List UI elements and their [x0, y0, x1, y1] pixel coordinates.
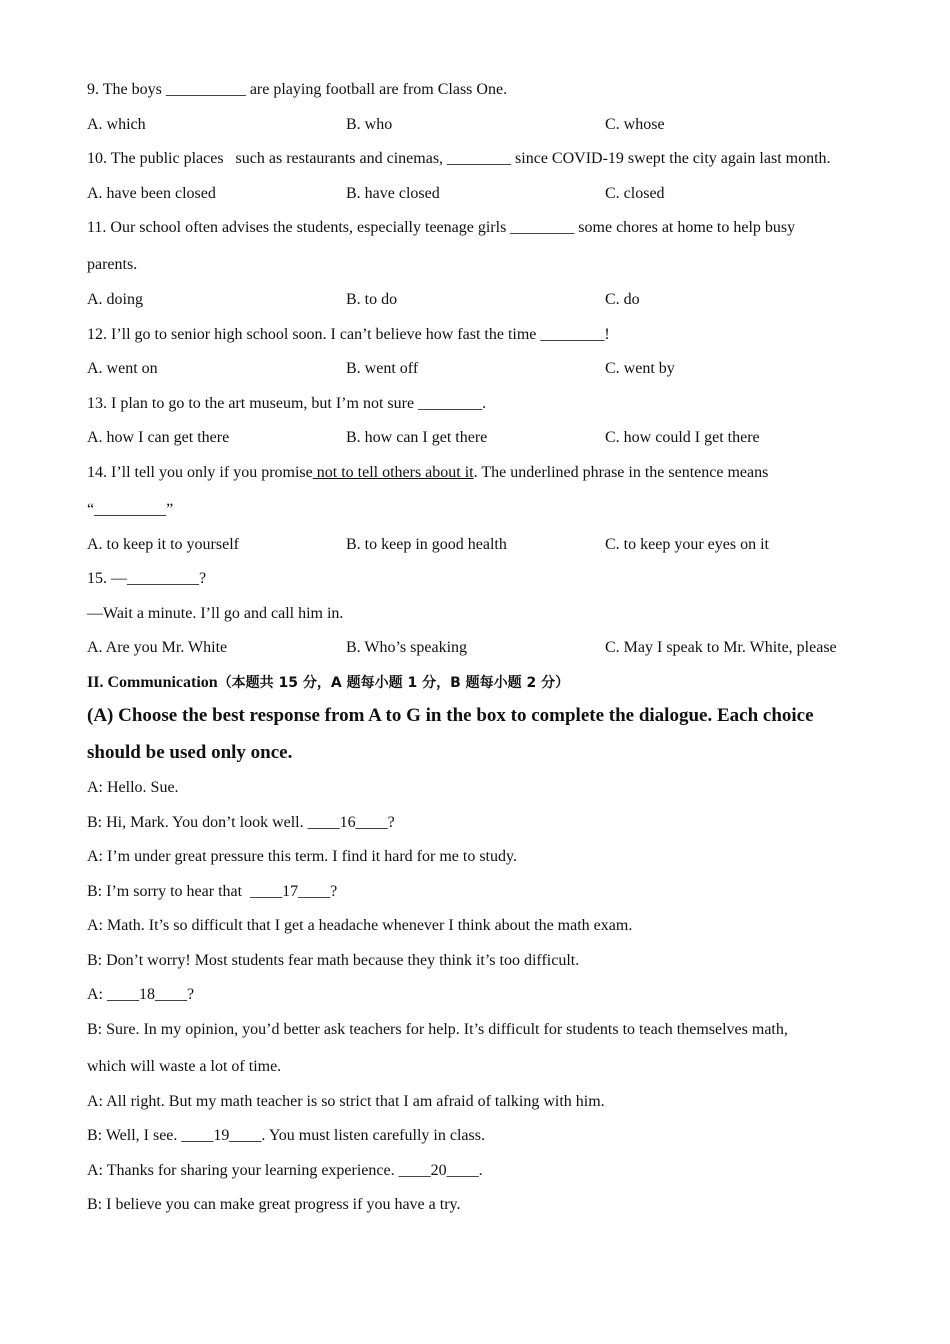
- dialogue-line: A: I’m under great pressure this term. I find it hard for me to study.: [87, 848, 517, 866]
- question-11: 11. Our school often advises the students, especially teenage girls ________ some chores at home to help busy parents.: [87, 219, 796, 274]
- option-a: A. to keep it to yourself: [87, 535, 239, 553]
- answer-blank-19: ____19____: [181, 1127, 262, 1145]
- option-b: B. have closed: [346, 184, 440, 202]
- dialogue-line: B: Don’t worry! Most students fear math because they think it’s too difficult.: [87, 951, 580, 969]
- question-13: 13. I plan to go to the art museum, but I’m not sure ________.: [87, 394, 487, 412]
- option-c: C. went by: [605, 360, 675, 378]
- dialogue-line: B: Well, I see. ____19____. You must listen carefully in class.: [87, 1127, 485, 1145]
- option-b: B. Who’s speaking: [346, 639, 468, 657]
- dialogue-line: A: Hello. Sue.: [87, 778, 179, 796]
- section-instructions-line2: should be used only once.: [87, 741, 293, 763]
- answer-blank-16: ____16____: [307, 813, 388, 831]
- dialogue-line: B: Hi, Mark. You don’t look well. ____16____?: [87, 813, 395, 831]
- options-10: [87, 182, 877, 206]
- option-a: A. how I can get there: [87, 429, 230, 447]
- option-b: B. to keep in good health: [346, 535, 507, 553]
- option-b: B. to do: [346, 290, 398, 308]
- option-b: B. how can I get there: [346, 429, 488, 447]
- dialogue-line: B: Sure. In my opinion, you’d better ask teachers for help. It’s difficult for students to teach themselves math,: [87, 1021, 788, 1039]
- question-10: 10. The public places such as restaurants and cinemas, ________ since COVID-19 swept the city again last month.: [87, 150, 831, 168]
- option-a: A. which: [87, 115, 146, 133]
- option-a: A. went on: [87, 360, 158, 378]
- option-b: B. went off: [346, 360, 419, 378]
- dialogue-line: A: Thanks for sharing your learning experience. ____20____.: [87, 1161, 483, 1179]
- underlined-phrase: not to tell others about it: [312, 463, 474, 481]
- options-15: [87, 636, 877, 660]
- option-c: C. whose: [605, 115, 665, 133]
- dialogue-line: A: Math. It’s so difficult that I get a headache whenever I think about the math exam.: [87, 917, 633, 935]
- answer-blank-18: ____18____: [107, 986, 187, 1004]
- question-15-reply: —Wait a minute. I’ll go and call him in.: [87, 604, 344, 622]
- dialogue-line-continued: which will waste a lot of time.: [87, 1058, 282, 1076]
- option-b: B. who: [346, 115, 393, 133]
- options-11: [87, 288, 877, 312]
- section-instructions-line1: (A) Choose the best response from A to G in the box to complete the dialogue. Each choice: [87, 704, 814, 726]
- option-c: C. to keep your eyes on it: [605, 535, 769, 553]
- option-a: A. Are you Mr. White: [87, 639, 228, 657]
- options-14: [87, 533, 877, 557]
- dialogue-line: A: ____18____?: [87, 986, 195, 1004]
- option-c: C. May I speak to Mr. White, please: [605, 639, 837, 657]
- option-c: C. do: [605, 290, 640, 308]
- option-a: A. doing: [87, 290, 143, 308]
- option-a: A. have been closed: [87, 184, 216, 202]
- dialogue-line: B: I believe you can make great progress if you have a try.: [87, 1196, 461, 1214]
- question-15: 15. —_________?: [87, 570, 207, 588]
- document-page: [87, 78, 877, 1228]
- options-13: [87, 426, 877, 450]
- section-title: II. Communication（本题共 15 分，A 题每小题 1 分，B 题每小题 2 分）: [87, 673, 570, 691]
- options-9: [87, 113, 877, 137]
- dialogue-line: A: All right. But my math teacher is so strict that I am afraid of talking with him.: [87, 1092, 605, 1110]
- question-12: 12. I’ll go to senior high school soon. I can’t believe how fast the time ________!: [87, 325, 610, 343]
- answer-blank-17: ____17____: [250, 882, 331, 900]
- question-14: 14. I’ll tell you only if you promise not to tell others about it. The underlined phrase in the sentence means “_________”: [87, 463, 769, 518]
- question-9: 9. The boys __________ are playing football are from Class One.: [87, 81, 508, 98]
- option-c: C. how could I get there: [605, 429, 760, 447]
- dialogue-line: B: I’m sorry to hear that ____17____?: [87, 882, 338, 900]
- answer-blank-20: ____20____: [398, 1161, 479, 1179]
- option-c: C. closed: [605, 184, 665, 202]
- options-12: [87, 357, 877, 381]
